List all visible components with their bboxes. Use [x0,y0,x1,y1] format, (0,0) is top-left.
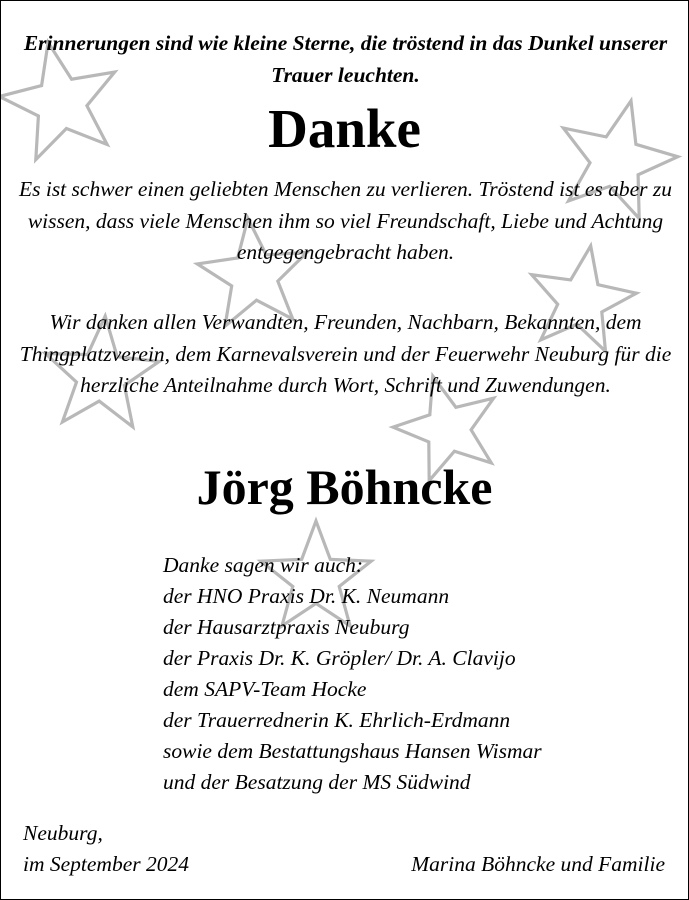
thanks-list-item: und der Besatzung der MS Südwind [163,770,471,794]
signature: Marina Böhncke und Familie [411,852,665,876]
thanks-list-intro: Danke sagen wir auch: [163,553,364,577]
thanks-list-item: der Trauerrednerin K. Ehrlich-Erdmann [163,708,511,732]
place: Neuburg, [23,821,103,845]
thanks-list-item: sowie dem Bestattungshaus Hansen Wismar [163,739,542,763]
title-danke: Danke [268,98,421,159]
thanks-list-item: der Praxis Dr. K. Gröpler/ Dr. A. Clavijo [163,646,516,670]
thanks-list-item: der HNO Praxis Dr. K. Neumann [163,584,450,608]
opening-quote: Erinnerungen sind wie kleine Sterne, die tröstend in das Dunkel unserer Trauer leuchten. [23,31,668,87]
thanks-list-item: dem SAPV-Team Hocke [163,677,367,701]
date: im September 2024 [23,852,189,876]
thanks-paragraph-2: Wir danken allen Verwandten, Freunden, Nachbarn, Bekannten, dem Thingplatzverein, dem Karnevalsverein und der Feuerwehr Neuburg für die herzliche Anteilnahme durch Wort, Schrift und Zuwendungen. [19,310,672,397]
thanks-list [163,550,542,798]
thanks-list-item: der Hausarztpraxis Neuburg [163,615,410,639]
deceased-name: Jörg Böhncke [196,459,493,515]
thanks-paragraph-1: Es ist schwer einen geliebten Menschen zu verlieren. Tröstend ist es aber zu wissen, dass viele Menschen ihm so viel Freundschaft, Liebe und Achtung entgegengebracht haben. [18,177,673,264]
place-and-date [23,818,189,880]
